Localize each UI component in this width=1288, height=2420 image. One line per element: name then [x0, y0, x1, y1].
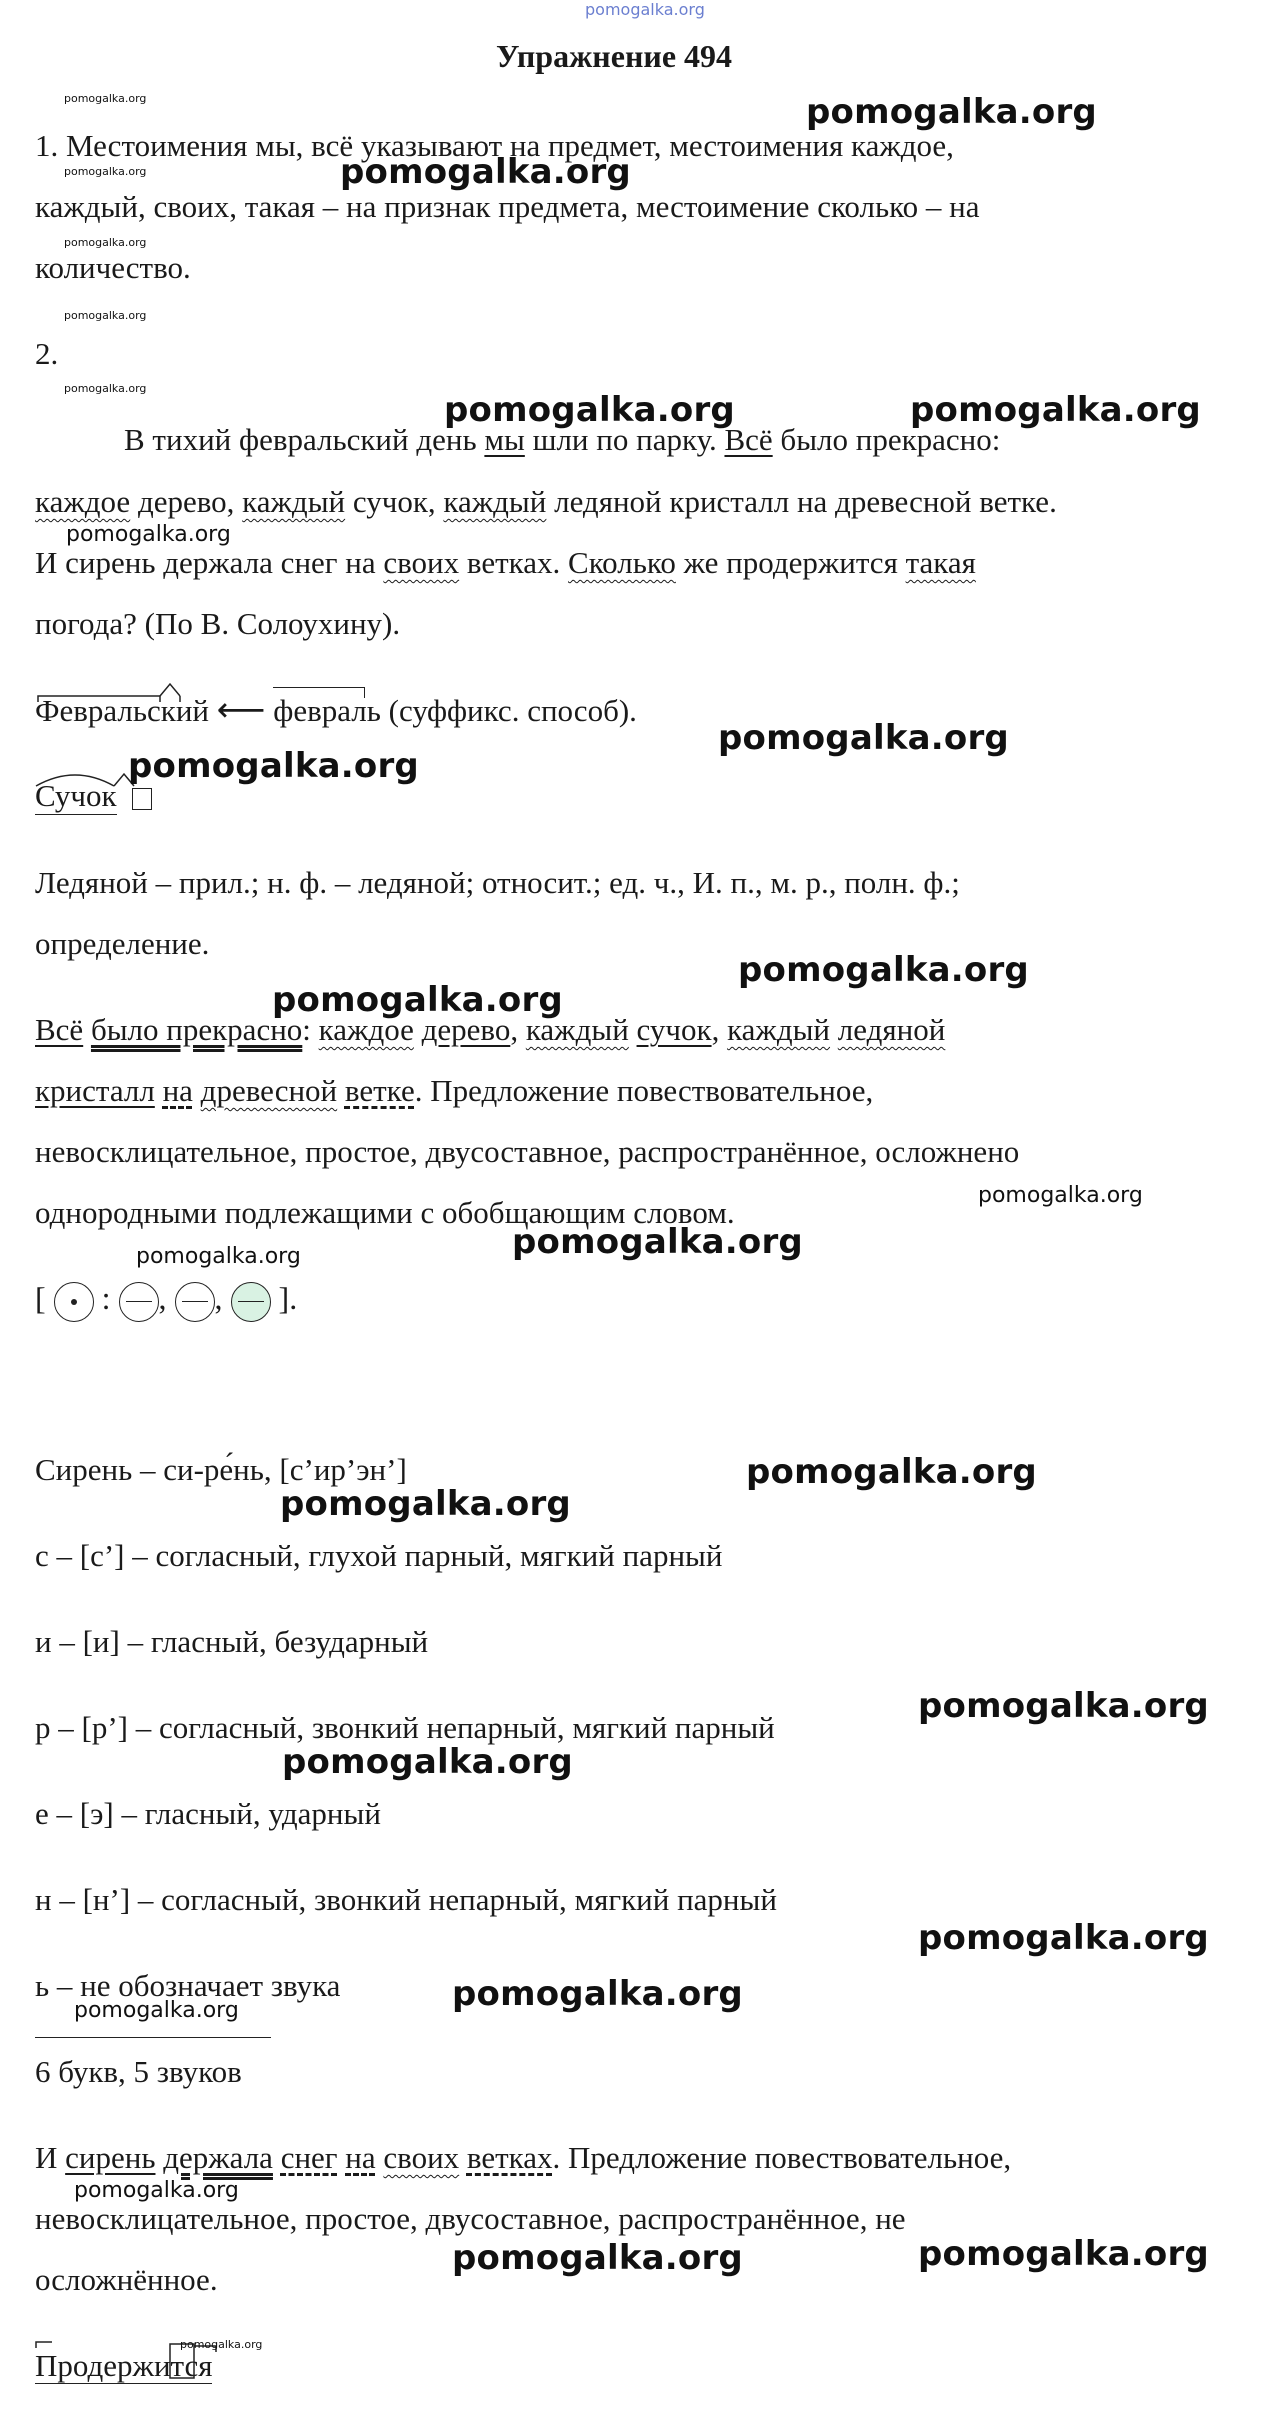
wordform-word: Февральский — [35, 693, 210, 728]
predicate-bylo: было прекрасно — [90, 1012, 303, 1047]
watermark: pomogalka.org — [74, 1998, 239, 2023]
watermark: pomogalka.org — [64, 92, 147, 105]
text-line3 — [35, 543, 976, 583]
phonetic-row: с – [с’] – согласный, глухой парный, мягкий парный — [35, 1538, 723, 1573]
pronoun-kazhdoe: каждое — [35, 484, 131, 519]
watermark: pomogalka.org — [180, 2338, 263, 2351]
text-fragment: . Предложение повествовательное, — [552, 2140, 1012, 2175]
separator-line — [35, 2037, 271, 2038]
pronoun-svoih: своих — [383, 545, 460, 580]
watermark: pomogalka.org — [978, 1183, 1143, 1208]
text-fragment: шли по парку. — [524, 422, 725, 457]
generalizing-word-circle — [54, 1282, 94, 1322]
pronoun-kazhdyi-2: каждый — [443, 484, 547, 519]
phonetic-row: р – [р’] – согласный, звонкий непарный, мягкий парный — [35, 1710, 775, 1745]
attribute-ledyanoy: ледяной — [837, 1012, 946, 1047]
base-bracket — [273, 687, 365, 698]
arrow-left-icon: ⟵ — [216, 690, 266, 730]
text-line4: погода? (По В. Солоухину). — [35, 606, 401, 641]
phonetic-row: е – [э] – гласный, ударный — [35, 1796, 381, 1831]
watermark: pomogalka.org — [452, 1974, 743, 2014]
sentence1-line4: однородными подлежащими с обобщающим словом. — [35, 1195, 735, 1230]
watermark: pomogalka.org — [910, 390, 1201, 430]
watermark: pomogalka.org — [918, 1686, 1209, 1726]
watermark: pomogalka.org — [282, 1742, 573, 1782]
pronoun-kazhdyi: каждый — [242, 484, 346, 519]
subject-vse: Всё — [35, 1012, 84, 1047]
text-fragment: ледяной кристалл на древесной ветке. — [546, 484, 1057, 519]
ledyanoy-line1: Ледяной – прил.; н. ф. – ледяной; относит.; ед. ч., И. п., м. р., полн. ф.; — [35, 865, 960, 900]
punct: , — [711, 1012, 728, 1047]
watermark: pomogalka.org — [136, 1244, 301, 1269]
watermark: pomogalka.org — [128, 746, 419, 786]
sentence2-line1 — [35, 2138, 1011, 2178]
pronoun-my: мы — [484, 422, 525, 457]
prod-word: Продержится — [35, 2348, 213, 2383]
phonetic-heading: Сирень – си-ре́нь, [с’ир’эн’] — [35, 1452, 407, 1487]
scheme-bracket-close: ]. — [278, 1280, 298, 1316]
space — [193, 1073, 201, 1108]
text-fragment: . Предложение повествовательное, — [414, 1073, 874, 1108]
text-fragment: В тихий февральский день — [124, 422, 485, 457]
adverbial-na: на — [345, 2140, 376, 2175]
punct: : — [302, 1012, 319, 1047]
adverbial-vetke: ветке — [344, 1073, 415, 1108]
top-watermark: pomogalka.org — [585, 0, 705, 19]
watermark: pomogalka.org — [738, 950, 1029, 990]
attribute-svoih: своих — [383, 2140, 460, 2175]
phonetic-row: н – [н’] – согласный, звонкий непарный, мягкий парный — [35, 1882, 777, 1917]
text-fragment: ветках. — [459, 545, 569, 580]
phonetic-row: ь – не обозначает звука — [35, 1968, 341, 2003]
attribute-drevesnoy: древесной — [200, 1073, 338, 1108]
text-fragment: дерево, — [130, 484, 243, 519]
sentence2-line3: осложнённое. — [35, 2262, 218, 2297]
watermark: pomogalka.org — [74, 2178, 239, 2203]
subject-kristall: кристалл — [35, 1073, 155, 1108]
ledyanoy-line2: определение. — [35, 926, 210, 961]
watermark: pomogalka.org — [64, 309, 147, 322]
scheme-comma: , — [158, 1280, 167, 1316]
text-fragment: сучок, — [345, 484, 444, 519]
subject-suchok: сучок — [636, 1012, 712, 1047]
suchok-word: Сучок — [35, 778, 117, 813]
watermark: pomogalka.org — [918, 2234, 1209, 2274]
space — [830, 1012, 838, 1047]
watermark: pomogalka.org — [452, 2238, 743, 2278]
page-title: Упражнение 494 — [496, 38, 733, 74]
watermark: pomogalka.org — [806, 92, 1097, 132]
watermark: pomogalka.org — [66, 522, 231, 547]
sentence1-line3: невосклицательное, простое, двусоставное, распространённое, осложнено — [35, 1134, 1020, 1169]
watermark: pomogalka.org — [64, 382, 147, 395]
punct: , — [510, 1012, 526, 1047]
object-sneg: снег — [280, 2140, 338, 2175]
pronoun-takaya: такая — [905, 545, 976, 580]
attribute-kazhdyi: каждый — [525, 1012, 629, 1047]
watermark: pomogalka.org — [272, 980, 563, 1020]
scheme-colon: : — [101, 1280, 111, 1316]
watermark: pomogalka.org — [64, 236, 147, 249]
space — [629, 1012, 637, 1047]
attribute-kazhdoe: каждое — [318, 1012, 414, 1047]
predicate-derzhala: держала — [163, 2140, 273, 2175]
sentence1-line2 — [35, 1071, 873, 1111]
watermark: pomogalka.org — [746, 1452, 1037, 1492]
text-line2 — [35, 482, 1057, 522]
para1-line1: 1. Местоимения мы, всё указывают на предмет, местоимения каждое, — [35, 128, 954, 163]
subject-circle-1 — [119, 1282, 159, 1322]
wordform-source: февраль — [273, 693, 381, 728]
watermark: pomogalka.org — [64, 165, 147, 178]
subject-derevo: дерево — [421, 1012, 511, 1047]
pronoun-vse: Всё — [724, 422, 773, 457]
watermark: pomogalka.org — [340, 152, 631, 192]
subject-circle-3 — [231, 1282, 271, 1322]
adverbial-na: на — [162, 1073, 193, 1108]
watermark: pomogalka.org — [280, 1484, 571, 1524]
watermark: pomogalka.org — [718, 718, 1009, 758]
phonetic-count: 6 букв, 5 звуков — [35, 2054, 242, 2089]
para1-line3: количество. — [35, 250, 191, 285]
space — [459, 2140, 467, 2175]
sentence-scheme — [35, 1278, 297, 1322]
space — [337, 1073, 345, 1108]
watermark: pomogalka.org — [512, 1222, 803, 1262]
wordform-source-wrap — [273, 691, 381, 731]
sentence2-line2: невосклицательное, простое, двусоставное, распространённое, не — [35, 2201, 906, 2236]
pronoun-skolko: Сколько — [568, 545, 676, 580]
text-fragment: было прекрасно: — [772, 422, 1001, 457]
scheme-bracket-open: [ — [35, 1280, 46, 1316]
subject-circle-2 — [175, 1282, 215, 1322]
phonetic-row: и – [и] – гласный, безударный — [35, 1624, 429, 1659]
watermark: pomogalka.org — [918, 1918, 1209, 1958]
watermark: pomogalka.org — [444, 390, 735, 430]
space — [273, 2140, 281, 2175]
text-fragment: И — [35, 2140, 66, 2175]
morpheme-marks — [30, 678, 230, 708]
scheme-comma: , — [214, 1280, 223, 1316]
adverbial-vetkah: ветках — [466, 2140, 553, 2175]
wordform-note: (суффикс. способ). — [380, 693, 637, 728]
para1-line2: каждый, своих, такая – на признак предмета, местоимение сколько – на — [35, 189, 980, 224]
attribute-kazhdyi-2: каждый — [727, 1012, 831, 1047]
ending-box — [132, 788, 152, 810]
subject-siren: сирень — [65, 2140, 156, 2175]
item-2-label: 2. — [35, 336, 59, 371]
text-fragment: И сирень держала снег на — [35, 545, 384, 580]
text-fragment: же продержится — [675, 545, 906, 580]
space — [155, 1073, 163, 1108]
